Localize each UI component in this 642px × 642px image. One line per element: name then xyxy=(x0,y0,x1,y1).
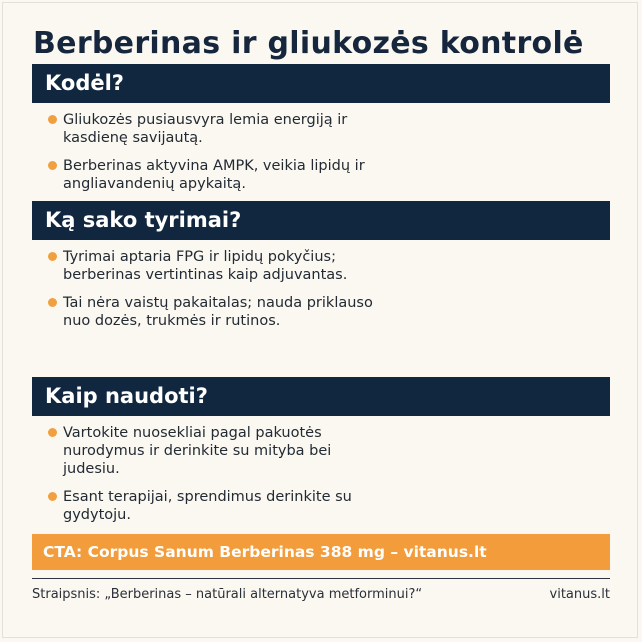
list-item-text: Gliukozės pusiausvyra lemia energiją ir kasdienę savijautą. xyxy=(63,112,348,146)
list-item xyxy=(48,248,378,284)
section-heading-usage: Kaip naudoti? xyxy=(32,377,610,416)
list-item-text: Vartokite nuosekliai pagal pakuotės nurodymus ir derinkite su mityba bei judesiu. xyxy=(63,425,332,477)
footer-divider xyxy=(32,578,610,579)
list-item xyxy=(48,111,378,147)
section-heading-research: Ką sako tyrimai? xyxy=(32,201,610,240)
section-list-why xyxy=(48,111,378,203)
footer-article-link[interactable]: Straipsnis: „Berberinas – natūrali alternatyva metforminui?“ xyxy=(32,587,423,602)
section-list-research xyxy=(48,248,378,340)
list-item xyxy=(48,294,378,330)
list-item xyxy=(48,488,378,524)
list-item-text: Berberinas aktyvina AMPK, veikia lipidų ir angliavandenių apykaitą. xyxy=(63,158,365,192)
bullet-dot-icon xyxy=(48,428,57,437)
list-item xyxy=(48,424,378,478)
bullet-dot-icon xyxy=(48,492,57,501)
bullet-dot-icon xyxy=(48,115,57,124)
bullet-dot-icon xyxy=(48,298,57,307)
list-item-text: Tyrimai aptaria FPG ir lipidų pokyčius; berberinas vertintinas kaip adjuvantas. xyxy=(63,249,348,283)
section-heading-why: Kodėl? xyxy=(32,64,610,103)
page-title: Berberinas ir gliukozės kontrolė xyxy=(33,26,584,61)
list-item-text: Esant terapijai, sprendimus derinkite su gydytoju. xyxy=(63,489,352,523)
section-list-usage xyxy=(48,424,378,534)
footer-site-link[interactable]: vitanus.lt xyxy=(549,587,610,602)
bullet-dot-icon xyxy=(48,252,57,261)
list-item-text: Tai nėra vaistų pakaitalas; nauda priklauso nuo dozės, trukmės ir rutinos. xyxy=(63,295,373,329)
bullet-dot-icon xyxy=(48,161,57,170)
cta-banner[interactable]: CTA: Corpus Sanum Berberinas 388 mg – vitanus.lt xyxy=(32,534,610,570)
list-item xyxy=(48,157,378,193)
